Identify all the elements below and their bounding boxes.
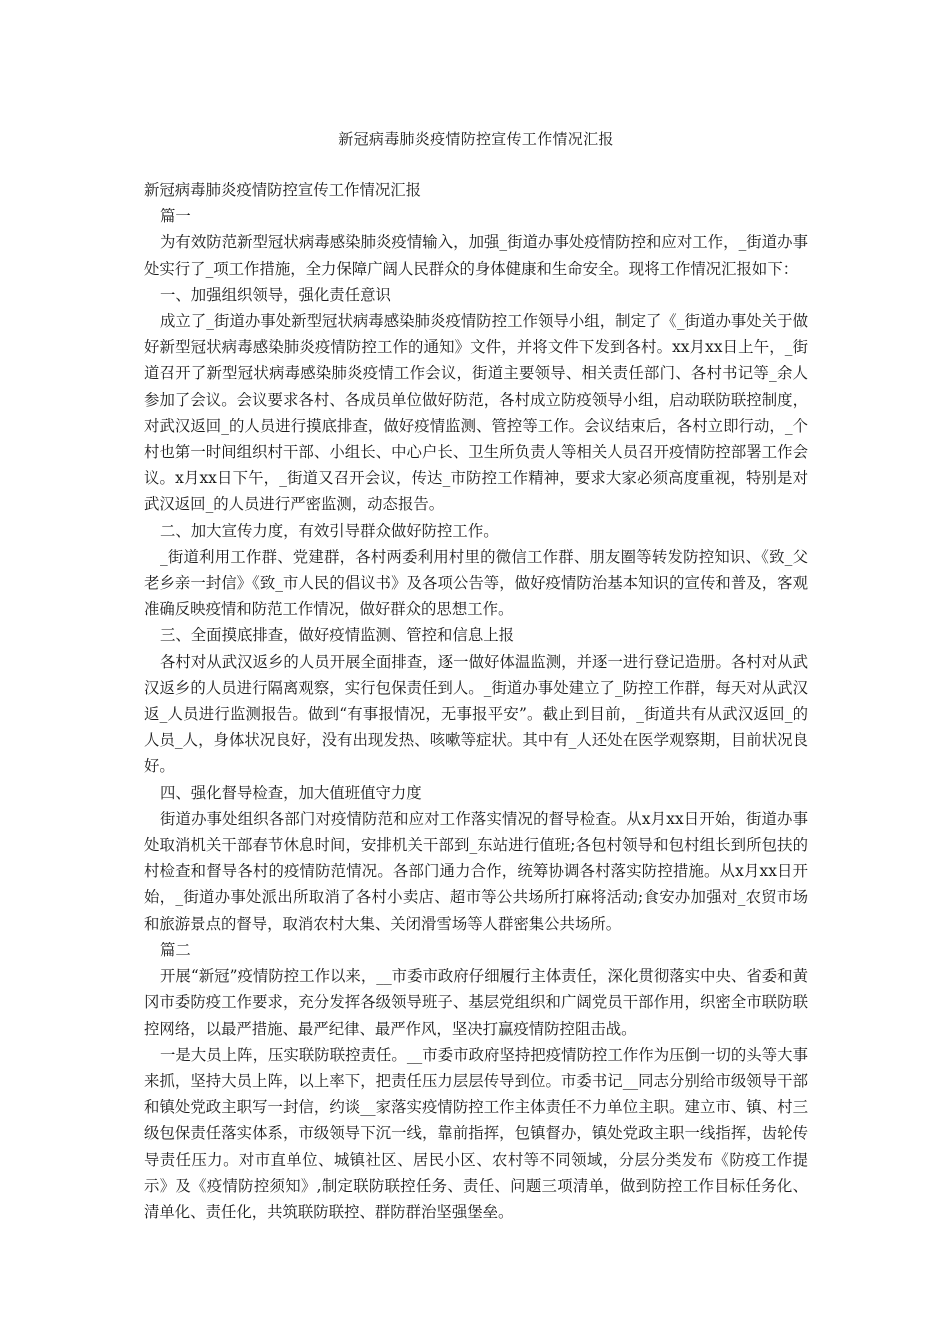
paragraph-section-3: 各村对从武汉返乡的人员开展全面排查，逐一做好体温监测，并逐一进行登记造册。各村对从武汉返乡的人员进行隔离观察，实行包保责任到人。_街道办事处建立了_防控工作群，每天对从武汉返_人员进行监测报告。做到“有事报情况，无事报平安”。截止到目前，_街道共有从武汉返回_的人员_人，身体状况良好，没有出现发热、咳嗽等症状。其中有_人还处在医学观察期，目前状况良好。 bbox=[144, 652, 808, 776]
document-body bbox=[144, 177, 808, 1225]
body-heading: 新冠病毒肺炎疫情防控宣传工作情况汇报 bbox=[144, 181, 422, 199]
document-title: 新冠病毒肺炎疫情防控宣传工作情况汇报 bbox=[338, 130, 614, 148]
paragraph-intro: 为有效防范新型冠状病毒感染肺炎疫情输入，加强_街道办事处疫情防控和应对工作，_街道办事处实行了_项工作措施，全力保障广阔人民群众的身体健康和生命安全。现将工作情况汇报如下： bbox=[144, 233, 808, 278]
heading-section-1: 一、加强组织领导，强化责任意识 bbox=[160, 285, 391, 304]
paragraph-section-2: _街道利用工作群、党建群，各村两委利用村里的微信工作群、朋友圈等转发防控知识、《致_父老乡亲一封信》《致_市人民的倡议书》及各项公告等，做好疫情防治基本知识的宣传和普及，客观准确反映疫情和防范工作情况，做好群众的思想工作。 bbox=[144, 547, 808, 619]
paragraph-section-1: 成立了_街道办事处新型冠状病毒感染肺炎疫情防控工作领导小组，制定了《_街道办事处关于做好新型冠状病毒感染肺炎疫情防控工作的通知》文件，并将文件下发到各村。xx月xx日上午，_街道召开了新型冠状病毒感染肺炎疫情工作会议，街道主要领导、相关责任部门、各村书记等_余人参加了会议。会议要求各村、各成员单位做好防范，各村成立防疫领导小组，启动联防联控制度，对武汉返回_的人员进行摸底排查，做好疫情监测、管控等工作。会议结束后，各村立即行动，_个村也第一时间组织村干部、小组长、中心户长、卫生所负责人等相关人员召开疫情防控部署工作会议。x月xx日下午，_街道又召开会议，传达_市防控工作精神，要求大家必须高度重视，特别是对武汉返回_的人员进行严密监测，动态报告。 bbox=[144, 312, 808, 514]
heading-section-2: 二、加大宣传力度，有效引导群众做好防控工作。 bbox=[160, 521, 499, 540]
paragraph-part-two-intro: 开展“新冠”疫情防控工作以来，__市委市政府仔细履行主体责任，深化贯彻落实中央、省委和黄冈市委防疫工作要求，充分发挥各级领导班子、基层党组织和广阔党员干部作用，织密全市联防联控网络，以最严措施、最严纪律、最严作风，坚决打赢疫情防控阻击战。 bbox=[144, 967, 808, 1038]
heading-section-4: 四、强化督导检查，加大值班值守力度 bbox=[160, 783, 422, 802]
section-label-part-one: 篇一 bbox=[160, 207, 191, 226]
section-label-part-two: 篇二 bbox=[160, 940, 191, 959]
paragraph-section-4: 街道办事处组织各部门对疫情防范和应对工作落实情况的督导检查。从x月xx日开始，街道办事处取消机关干部春节休息时间，安排机关干部到_东站进行值班;各包村领导和包村组长到所包扶的村检查和督导各村的疫情防范情况。各部门通力合作，统筹协调各村落实防控措施。从x月xx日开始，_街道办事处派出所取消了各村小卖店、超市等公共场所打麻将活动;食安办加强对_农贸市场和旅游景点的督导，取消农村大集、关闭滑雪场等人群密集公共场所。 bbox=[144, 809, 808, 933]
paragraph-part-two-point-1: 一是大员上阵，压实联防联控责任。__市委市政府坚持把疫情防控工作作为压倒一切的头等大事来抓，坚持大员上阵，以上率下，把责任压力层层传导到位。市委书记__同志分别给市级领导干部和镇处党政主职写一封信，约谈__家落实疫情防控工作主体责任不力单位主职。建立市、镇、村三级包保责任落实体系，市级领导下沉一线，靠前指挥，包镇督办，镇处党政主职一线指挥，齿轮传导责任压力。对市直单位、城镇社区、居民小区、农村等不同领域，分层分类发布《防疫工作提示》及《疫情防控须知》,制定联防联控任务、责任、问题三项清单，做到防控工作目标任务化、清单化、责任化，共筑联防联控、群防群治坚强堡垒。 bbox=[144, 1045, 808, 1221]
heading-section-3: 三、全面摸底排查，做好疫情监测、管控和信息上报 bbox=[160, 626, 514, 645]
